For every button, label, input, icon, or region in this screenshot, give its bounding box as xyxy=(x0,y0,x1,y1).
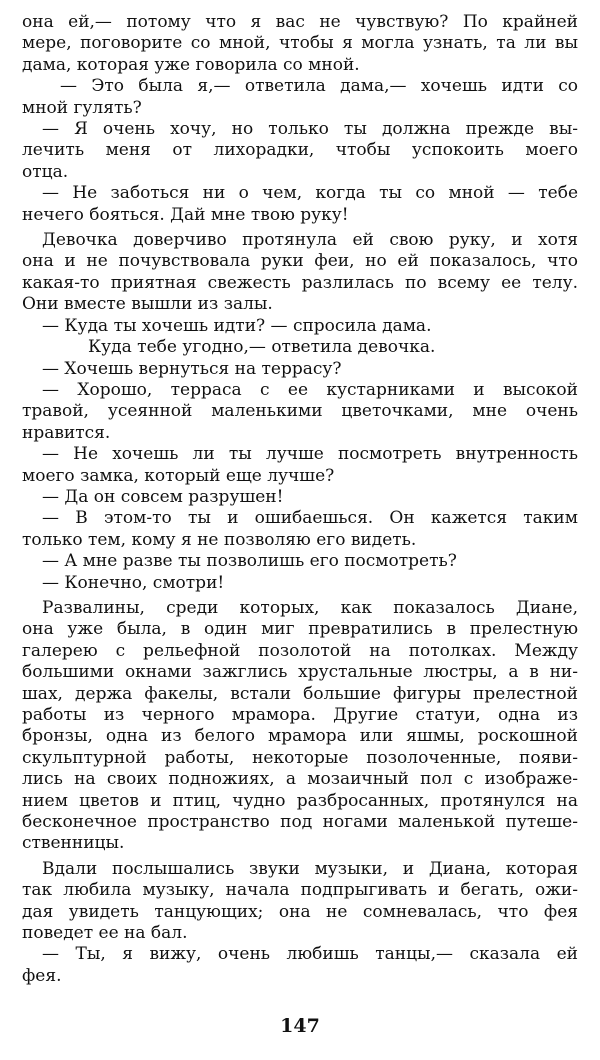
text-line: — В этом-то ты и ошибаешься. Он кажется таким xyxy=(42,508,578,529)
text-line: мной гулять? xyxy=(22,97,142,118)
text-line: — Куда ты хочешь идти? — спросила дама. xyxy=(42,315,432,336)
text-line: лись на своих подножиях, а мозаичный пол с изображе- xyxy=(22,769,578,790)
text-line: — Да он совсем разрушен! xyxy=(42,486,284,507)
text-line: — Не хочешь ли ты лучше посмотреть внутренность xyxy=(42,444,578,465)
text-line: травой, усеянной маленькими цветочками, мне очень xyxy=(22,401,578,422)
text-line: бронзы, одна из белого мрамора или яшмы, роскошной xyxy=(22,726,578,747)
text-line: шах, держа факелы, встали большие фигуры прелестной xyxy=(22,683,578,704)
text-line: она ей,— потому что я вас не чувствую? По крайней xyxy=(22,12,578,32)
text-line: нечего бояться. Дай мне твою руку! xyxy=(22,204,349,225)
text-line: моего замка, который еще лучше? xyxy=(22,465,335,486)
text-line: Куда тебе угодно,— ответила девочка. xyxy=(88,337,436,358)
text-line: скульптурной работы, некоторые позолоченные, появи- xyxy=(22,747,578,768)
text-line: бесконечное пространство под ногами маленькой путеше- xyxy=(22,812,578,833)
text-line: Вдали послышались звуки музыки, и Диана, которая xyxy=(42,858,578,879)
text-line: галерею с рельефной позолотой на потолках. Между xyxy=(22,640,578,661)
text-line: — Я очень хочу, но только ты должна прежде вы- xyxy=(42,119,578,140)
text-line: нием цветов и птиц, чудно разбросанных, протянулся на xyxy=(22,790,578,811)
text-line: фея. xyxy=(22,965,62,986)
text-line: Они вместе вышли из залы. xyxy=(22,294,273,315)
text-line: мере, поговорите со мной, чтобы я могла узнать, та ли вы xyxy=(22,33,578,54)
page-number: 147 xyxy=(280,1015,320,1037)
text-line: — А мне разве ты позволишь его посмотреть? xyxy=(42,551,457,572)
text-line: Девочка доверчиво протянула ей свою руку, и хотя xyxy=(42,230,578,251)
text-line: работы из черного мрамора. Другие статуи, одна из xyxy=(22,705,578,725)
text-line: — Хочешь вернуться на террасу? xyxy=(42,358,342,379)
text-line: какая-то приятная свежесть разлилась по всему ее телу. xyxy=(22,272,578,293)
text-line: — Это была я,— ответила дама,— хочешь идти со xyxy=(60,76,578,97)
text-line: дая увидеть танцующих; она не сомневалась, что фея xyxy=(22,901,578,922)
text-line: лечить меня от лихорадки, чтобы успокоить моего xyxy=(22,140,578,161)
text-line: — Конечно, смотри! xyxy=(42,572,225,593)
text-line: поведет ее на бал. xyxy=(22,923,188,944)
text-line: ственницы. xyxy=(22,833,125,854)
page-text xyxy=(22,12,578,987)
text-line: — Не заботься ни о чем, когда ты со мной — тебе xyxy=(42,183,578,204)
text-line: отца. xyxy=(22,161,69,182)
text-line: нравится. xyxy=(22,422,111,443)
text-line: большими окнами зажглись хрустальные люстры, а в ни- xyxy=(22,662,578,683)
text-line: она и не почувствовала руки феи, но ей показалось, что xyxy=(22,251,578,272)
text-line: она уже была, в один миг превратились в прелестную xyxy=(22,619,578,640)
text-line: Развалины, среди которых, как показалось Диане, xyxy=(42,597,578,618)
text-line: только тем, кому я не позволяю его видеть. xyxy=(22,529,417,550)
text-line: так любила музыку, начала подпрыгивать и бегать, ожи- xyxy=(22,880,578,901)
text-line: — Ты, я вижу, очень любишь танцы,— сказала ей xyxy=(42,944,578,965)
text-line: — Хорошо, терраса с ее кустарниками и высокой xyxy=(42,379,578,400)
text-line: дама, которая уже говорила со мной. xyxy=(22,54,360,75)
